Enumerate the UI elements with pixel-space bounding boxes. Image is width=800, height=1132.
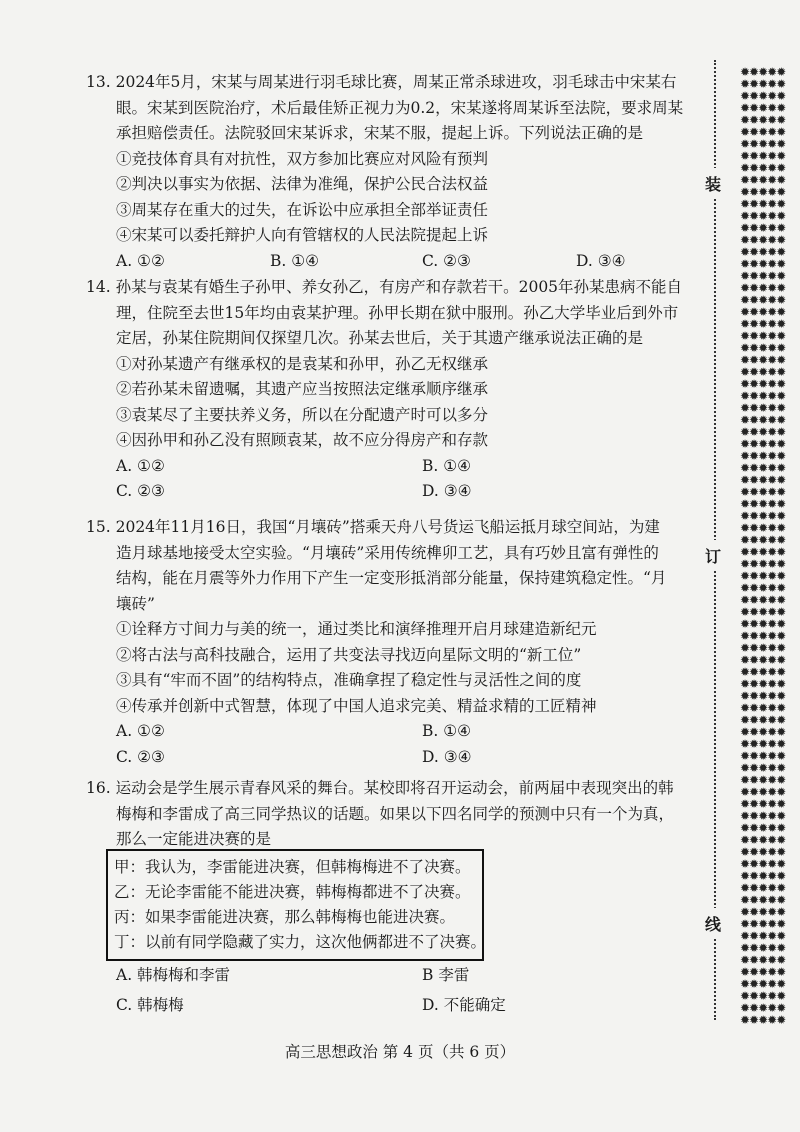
question-number: 16.: [86, 779, 111, 797]
statement-1: ①对孙某遗产有继承权的是袁某和孙甲，孙乙无权继承: [116, 354, 489, 373]
statement-2: ②若孙某未留遗嘱，其遗产应当按照法定继承顺序继承: [116, 380, 489, 398]
question-number: 13.: [86, 73, 111, 91]
choice-c[interactable]: C. 韩梅梅: [116, 995, 184, 1014]
answer-choices-row-2: [86, 479, 692, 505]
choice-c[interactable]: C. ②③: [116, 747, 165, 766]
choice-a[interactable]: A. ①②: [116, 722, 165, 740]
choice-d[interactable]: D. ③④: [422, 482, 472, 500]
answer-choices-row-2: [86, 993, 692, 1019]
binding-label-xian: 线: [705, 908, 721, 939]
statement-1: ①诠释方寸间力与美的统一，通过类比和演绎推理开启月球建造新纪元: [116, 620, 597, 638]
statement-4: ④因孙甲和孙乙没有照顾袁某，故不应分得房产和存款: [116, 431, 489, 449]
gear-icon: ✹✹✹✹✹ ✹✹✹✹✹ ✹✹✹✹✹ ✹✹✹✹✹ ✹✹✹✹✹ ✹✹✹✹✹ ✹✹✹✹✹ ✹✹✹✹✹ ✹✹✹✹✹ ✹✹✹✹✹ ✹✹✹✹✹ ✹✹✹✹✹ ✹✹✹✹✹ ✹✹✹✹✹ ✹✹✹✹✹ ✹✹✹✹✹ ✹✹✹✹✹ ✹✹✹✹✹ ✹✹✹✹✹ ✹✹✹✹✹ ✹✹✹✹✹ ✹✹✹✹✹ ✹✹✹✹✹ ✹✹✹✹✹ ✹✹✹✹✹ ✹✹✹✹✹ ✹✹✹✹✹ ✹✹✹✹✹ ✹✹✹✹✹ ✹✹✹✹✹ ✹✹✹✹✹ ✹✹✹✹✹ ✹✹✹✹✹ ✹✹✹✹✹ ✹✹✹✹✹ ✹✹✹✹✹ ✹✹✹✹✹ ✹✹✹✹✹ ✹✹✹✹✹ ✹✹✹✹✹ ✹✹✹✹✹ ✹✹✹✹✹ ✹✹✹✹✹ ✹✹✹✹✹ ✹✹✹✹✹ ✹✹✹✹✹ ✹✹✹✹✹ ✹✹✹✹✹ ✹✹✹✹✹ ✹✹✹✹✹ ✹✹✹✹✹ ✹✹✹✹✹ ✹✹✹✹✹ ✹✹✹✹✹ ✹✹✹✹✹ ✹✹✹✹✹ ✹✹✹✹✹ ✹✹✹✹✹ ✹✹✹✹✹ ✹✹✹✹✹ ✹✹✹✹✹ ✹✹✹✹✹ ✹✹✹✹✹ ✹✹✹✹✹ ✹✹✹✹✹ ✹✹✹✹✹ ✹✹✹✹✹ ✹✹✹✹✹ ✹✹✹✹✹ ✹✹✹✹✹ ✹✹✹✹✹ ✹✹✹✹✹ ✹✹✹✹✹ ✹✹✹✹✹ ✹✹✹✹✹ ✹✹✹✹✹ ✹✹✹✹✹ ✹✹✹✹✹ ✹✹✹✹✹ ✹✹✹✹✹: [740, 66, 786, 1026]
question-16-stem: 16. 运动会是学生展示青春风采的舞台。某校即将召开运动会，前两届中表现突出的韩: [86, 779, 674, 797]
choice-b[interactable]: B. ①④: [422, 456, 472, 475]
statement-3: ③具有“牢而不固”的结构特点，准确拿捏了稳定性与灵活性之间的度: [116, 671, 582, 689]
prediction-bing: 丙：如果李雷能进决赛，那么韩梅梅也能进决赛。: [114, 908, 456, 926]
answer-choices-row-1: [86, 719, 692, 745]
choice-a[interactable]: A. 韩梅梅和李雷: [116, 966, 231, 984]
choice-c[interactable]: C. ②③: [116, 482, 165, 500]
answer-choices: [86, 249, 692, 275]
choice-c[interactable]: C. ②③: [422, 251, 471, 270]
binding-label-ding: 订: [705, 540, 721, 571]
question-number: 14.: [86, 278, 111, 296]
page-footer: 高三思想政治 第 4 页（共 6 页）: [284, 1043, 516, 1061]
choice-d[interactable]: D. 不能确定: [422, 995, 506, 1014]
prediction-ding: 丁：以前有同学隐藏了实力，这次他俩都进不了决赛。: [114, 933, 487, 951]
choice-a[interactable]: A. ①②: [116, 251, 165, 270]
choice-d[interactable]: D. ③④: [422, 747, 472, 766]
question-13-stem: 13. 2024年5月，宋某与周某进行羽毛球比赛，周某正常杀球进攻，羽毛球击中宋某右: [86, 73, 677, 91]
prediction-box: [106, 849, 487, 961]
statement-1: ①竞技体育具有对抗性，双方参加比赛应对风险有预判: [116, 149, 489, 168]
answer-choices-row-2: [86, 745, 692, 771]
prediction-yi: 乙：无论李雷能不能进决赛，韩梅梅都进不了决赛。: [114, 883, 471, 901]
choice-b[interactable]: B 李雷: [422, 966, 470, 984]
statement-2: ②判决以事实为依据、法律为准绳，保护公民合法权益: [116, 175, 489, 193]
choice-b[interactable]: B. ①④: [270, 251, 320, 270]
choice-d[interactable]: D. ③④: [576, 251, 626, 270]
statement-4: ④传承并创新中式智慧，体现了中国人追求完美、精益求精的工匠精神: [116, 696, 597, 715]
binding-label-zhuang: 装: [705, 168, 721, 199]
question-13: 13. 2024年5月，宋某与周某进行羽毛球比赛，周某正常杀球进攻，羽毛球击中宋某右 眼。宋某到医院治疗，术后最佳矫正视力为0.2，宋某遂将周某诉至法院，要求周某 承担赔偿责任。法院驳回宋某诉求，宋某不服，提起上诉。下列说法正确的是 ①竞技体育具有对抗性，双方参加比赛应对风险有预判 ②判决以事实为依据、法律为准绳，保护公民合法权益 ③周某存在重大的过失，在诉讼中应承担全部举证责任 ④宋某可以委托辩护人向有管辖权的人民法院提起上诉 A. ①② B. ①④ C. ②③ D. ③④: [86, 70, 692, 274]
answer-choices-row-1: [86, 963, 692, 989]
question-16-choices: [86, 963, 692, 1018]
question-14-stem: 14. 孙某与袁某有婚生子孙甲、养女孙乙，有房产和存款若干。2005年孙某患病不能自: [86, 278, 683, 296]
question-number: 15.: [86, 518, 111, 536]
question-15: 15. 2024年11月16日，我国“月壤砖”搭乘天舟八号货运飞船运抵月球空间站，为建 造月球基地接受太空实验。“月壤砖”采用传统榫卯工艺，具有巧妙且富有弹性的 结构，能在月震等外力作用下产生一定变形抵消部分能量，保持建筑稳定性。“月 壤砖” ①诠释方寸间力与美的统一，通过类比和演绎推理开启月球建造新纪元 ②将古法与高科技融合，运用了共变法寻找迈向星际文明的“新工位” ③具有“牢而不固”的结构特点，准确拿捏了稳定性与灵活性之间的度 ④传承并创新中式智慧，体现了中国人追求完美、精益求精的工匠精神 A. ①② B. ①④ C. ②③ D. ③④: [86, 515, 692, 770]
question-15-stem: 15. 2024年11月16日，我国“月壤砖”搭乘天舟八号货运飞船运抵月球空间站，为建: [86, 518, 660, 536]
statement-3: ③周某存在重大的过失，在诉讼中应承担全部举证责任: [116, 200, 489, 219]
statement-2: ②将古法与高科技融合，运用了共变法寻找迈向星际文明的“新工位”: [116, 645, 582, 664]
question-14: 14. 孙某与袁某有婚生子孙甲、养女孙乙，有房产和存款若干。2005年孙某患病不能自 理，住院至去世15年均由袁某护理。孙甲长期在狱中服刑。孙乙大学毕业后到外市 定居，孙某住院期间仅探望几次。孙某去世后，关于其遗产继承说法正确的是 ①对孙某遗产有继承权的是袁某和孙甲，孙乙无权继承 ②若孙某未留遗嘱，其遗产应当按照法定继承顺序继承 ③袁某尽了主要扶养义务，所以在分配遗产时可以多分 ④因孙甲和孙乙没有照顾袁某，故不应分得房产和存款 A. ①② B. ①④ C. ②③ D. ③④: [86, 275, 692, 505]
prediction-jia: 甲：我认为，李雷能进决赛，但韩梅梅进不了决赛。: [114, 858, 471, 876]
answer-choices-row-1: [86, 454, 692, 480]
question-16: 16. 运动会是学生展示青春风采的舞台。某校即将召开运动会，前两届中表现突出的韩 梅梅和李雷成了高三同学热议的话题。如果以下四名同学的预测中只有一个为真， 那么一定能进决赛的是: [86, 776, 692, 853]
choice-a[interactable]: A. ①②: [116, 456, 165, 475]
statement-3: ③袁某尽了主要扶养义务，所以在分配遗产时可以多分: [116, 405, 489, 424]
statement-4: ④宋某可以委托辩护人向有管辖权的人民法院提起上诉: [116, 226, 489, 244]
choice-b[interactable]: B. ①④: [422, 722, 472, 740]
